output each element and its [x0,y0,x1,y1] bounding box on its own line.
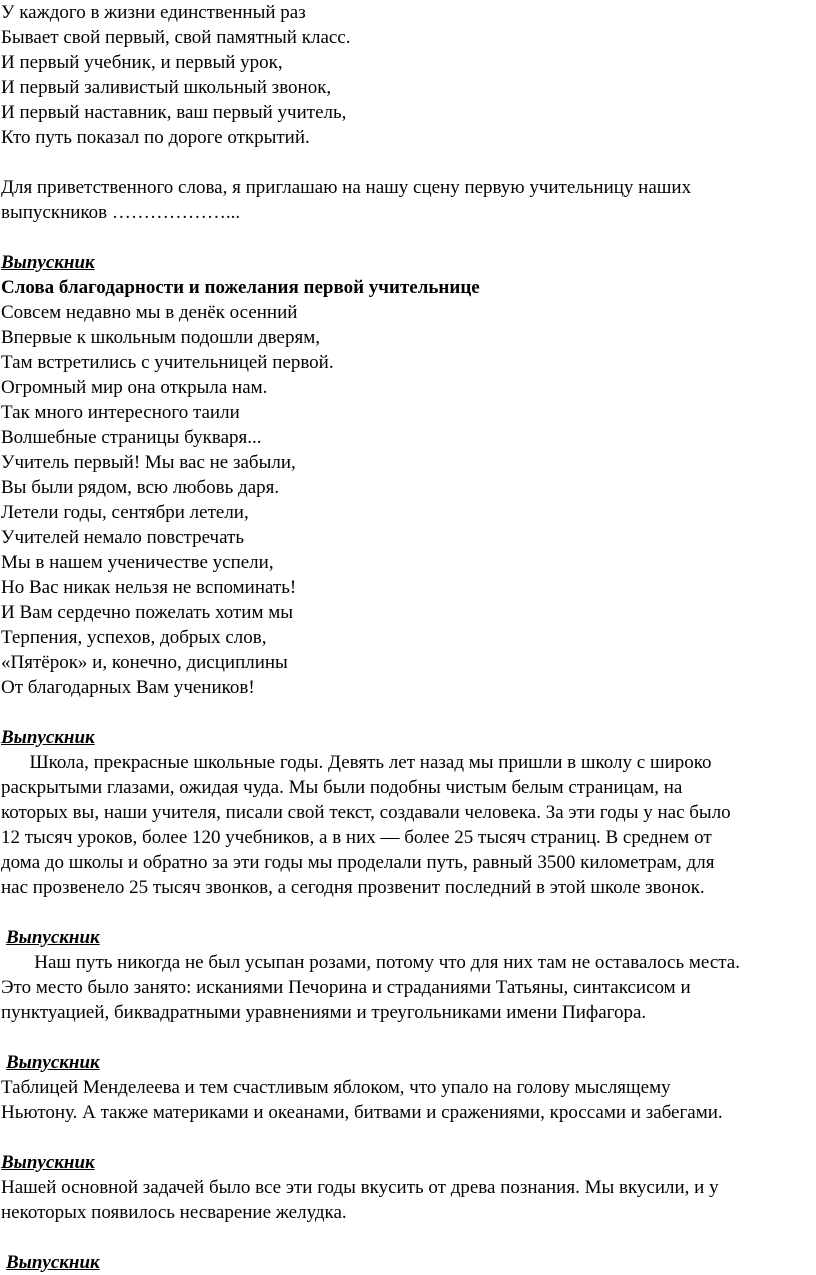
text-line: Нашей основной задачей было все эти годы вкусить от древа познания. Мы вкусили, и у [1,1177,719,1198]
text-line: нас прозвенело 25 тысяч звонков, а сегодня прозвенит последний в этой школе звонок. [1,877,705,898]
knowledge-paragraph [0,1175,812,1225]
poem-line: И Вам сердечно пожелать хотим мы [1,602,294,623]
text-line: 12 тысяч уроков, более 120 учебников, а в них — более 25 тысяч страниц. В среднем от [1,827,712,848]
poem-line: Там встретились с учительницей первой. [1,352,334,373]
poem-line: Но Вас никак нельзя не вспоминать! [1,577,297,598]
text-line: Для приветственного слова, я приглашаю на нашу сцену первую учительницу наших [1,177,692,198]
poem-line: Огромный мир она открыла нам. [1,377,268,398]
spacer [0,1225,812,1250]
spacer [0,1125,812,1150]
poem-line: Вы были рядом, всю любовь даря. [1,477,280,498]
poem-line: И первый наставник, ваш первый учитель, [1,102,347,123]
text-line: Таблицей Менделеева и тем счастливым яблоком, что упало на голову мыслящему [1,1077,671,1098]
poem-line: Учителей немало повстречать [1,527,244,548]
text-line: пунктуацией, биквадратными уравнениями и треугольниками имени Пифагора. [1,1002,647,1023]
speaker-heading: Выпускник [1,727,95,748]
poem-line: Летели годы, сентябри летели, [1,502,249,523]
text-line: некоторых появилось несварение желудка. [1,1202,347,1223]
spacer [0,1025,812,1050]
poem-line: Кто путь показал по дороге открытий. [1,127,310,148]
poem-line: От благодарных Вам учеников! [1,677,255,698]
poem-line: Терпения, успехов, добрых слов, [1,627,267,648]
poem-line: Учитель первый! Мы вас не забыли, [1,452,296,473]
speaker-heading: Выпускник [1,252,95,273]
spacer [0,225,812,250]
school-years-paragraph [0,750,812,900]
text-line: Это место было занято: исканиями Печорина и страданиями Татьяны, синтаксисом и [1,977,691,998]
text-line: раскрытыми глазами, ожидая чуда. Мы были подобны чистым белым страницам, на [1,777,683,798]
poem-line: И первый заливистый школьный звонок, [1,77,332,98]
poem-line: «Пятёрок» и, конечно, дисциплины [1,652,288,673]
speaker-heading: Выпускник [1,1152,95,1173]
poem-line: У каждого в жизни единственный раз [1,2,306,23]
poem-line: Совсем недавно мы в денёк осенний [1,302,298,323]
text-line: Ньютону. А также материками и океанами, битвами и сражениями, кроссами и забегами. [1,1102,723,1123]
spacer [0,700,812,725]
section-title: Слова благодарности и пожелания первой учительнице [1,277,480,298]
invitation-paragraph [0,175,812,225]
text-line: Школа, прекрасные школьные годы. Девять лет назад мы пришли в школу с широко [1,752,712,773]
speaker-heading: Выпускник [6,1052,100,1073]
text-line: Наш путь никогда не был усыпан розами, потому что для них там не оставалось места. [1,952,740,973]
text-line: которых вы, наши учителя, писали свой текст, создавали человека. За эти годы у нас было [1,802,731,823]
poem-line: Впервые к школьным подошли дверям, [1,327,320,348]
speaker-heading: Выпускник [6,927,100,948]
mendeleev-paragraph [0,1075,812,1125]
text-line: дома до школы и обратно за эти годы мы проделали путь, равный 3500 километрам, для [1,852,715,873]
opening-poem [0,0,812,150]
spacer [0,150,812,175]
thanks-poem [0,300,812,700]
poem-line: Так много интересного таили [1,402,240,423]
path-paragraph [0,950,812,1025]
poem-line: Волшебные страницы букваря... [1,427,262,448]
text-line: выпускников ………………... [1,202,241,223]
speaker-heading: Выпускник [6,1252,100,1273]
poem-line: Мы в нашем ученичестве успели, [1,552,274,573]
poem-line: Бывает свой первый, свой памятный класс. [1,27,351,48]
spacer [0,900,812,925]
poem-line: И первый учебник, и первый урок, [1,52,283,73]
